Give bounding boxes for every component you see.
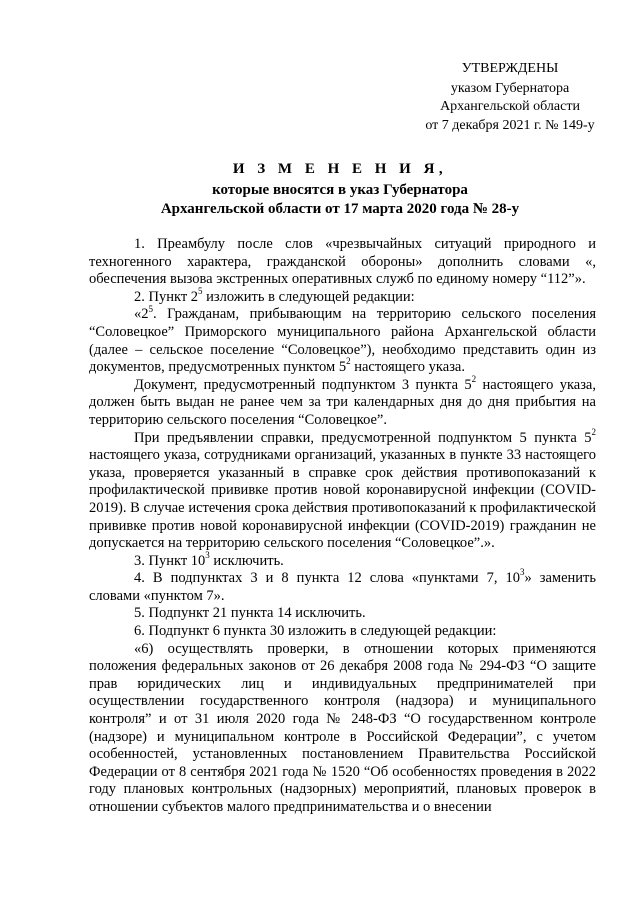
paragraph-text: Документ, предусмотренный подпунктом 3 пункта 5 bbox=[134, 376, 472, 393]
paragraph-text: 6. Подпункт 6 пункта 30 изложить в следующей редакции: bbox=[134, 623, 497, 640]
paragraph-text: 2. Пункт 2 bbox=[134, 288, 199, 305]
document-body bbox=[89, 236, 596, 817]
paragraph-certificate-check bbox=[89, 426, 596, 553]
paragraph-subitem-6 bbox=[89, 641, 596, 817]
paragraph-text: изложить в следующей редакции: bbox=[202, 288, 415, 305]
approval-title: УТВЕРЖДЕНЫ bbox=[461, 61, 559, 76]
paragraph-text: . Гражданам, прибывающим на территорию сельского поселения “Соловецкое” Приморского муниципального района Архангельской области (далее – сельское поселение “Соловецкое”), необходимо представить один из документов, предусмотренных пунктом 5 bbox=[89, 306, 596, 376]
paragraph-item-6 bbox=[89, 623, 596, 641]
paragraph-text: настоящего указа. bbox=[350, 359, 465, 376]
paragraph-item-4 bbox=[89, 567, 596, 605]
paragraph-quote-2-5 bbox=[89, 303, 596, 376]
approval-line-2: указом Губернатора bbox=[450, 80, 570, 96]
paragraph-text: 3. Пункт 10 bbox=[134, 552, 206, 569]
paragraph-text: «6) осуществлять проверки, в отношении которых применяются положения федеральных законов от 26 декабря 2008 года № 294-ФЗ “О защите прав юридических лиц и индивидуальных предпринимателей при осуществлении государственного контроля (надзора) и муниципального контроля” и от 31 июля 2020 года № 248-ФЗ “О государственном контроле (надзоре) и муниципальном контроле в Российской Федерации”, с учетом особенностей, установленных постановлением Правительства Российской Федерации от 8 сентября 2021 года № 1520 “Об особенностях проведения в 2022 году плановых контрольных (надзорных) мероприятий, плановых проверок в отношении субъектов малого предпринимательства и о внесении bbox=[89, 640, 596, 815]
superscript: 3 bbox=[205, 549, 210, 560]
superscript: 2 bbox=[471, 373, 477, 384]
approval-stamp bbox=[400, 60, 620, 135]
paragraph-text: настоящего указа, сотрудниками организаций, указанных в пункте 33 настоящего указа, проверяется указанный в справке срок действия противопоказаний к профилактической прививке против новой коронавирусной инфекции (COVID-2019). В случае истечения срока действия противопоказаний к профилактической прививке против новой коронавирусной инфекции (COVID-2019) гражданин не допускается на территорию сельского поселения “Соловецкое”.». bbox=[89, 447, 596, 552]
title-subtitle-1: которые вносятся в указ Губернатора bbox=[212, 182, 468, 198]
superscript: 5 bbox=[198, 285, 203, 296]
document-title bbox=[90, 160, 590, 219]
superscript: 2 bbox=[591, 426, 596, 437]
title-subtitle-2: Архангельской области от 17 марта 2020 года № 28-у bbox=[160, 201, 520, 217]
paragraph-text: » заменить словами «пунктом 7». bbox=[89, 570, 596, 604]
paragraph-item-2 bbox=[89, 285, 596, 307]
approval-line-3: Архангельской области bbox=[440, 99, 580, 114]
paragraph-text: 5. Подпункт 21 пункта 14 исключить. bbox=[134, 605, 366, 622]
superscript: 5 bbox=[148, 303, 153, 314]
approval-line-4: от 7 декабря 2021 г. № 149-у bbox=[425, 117, 595, 133]
paragraph-item-1 bbox=[89, 236, 596, 289]
paragraph-text: При предъявлении справки, предусмотренной подпунктом 5 пункта 5 bbox=[134, 429, 592, 446]
superscript: 2 bbox=[346, 356, 351, 367]
paragraph-item-5 bbox=[89, 605, 596, 623]
paragraph-text: «2 bbox=[134, 306, 149, 323]
paragraph-text: исключить. bbox=[209, 552, 284, 569]
paragraph-document-validity bbox=[89, 373, 596, 430]
paragraph-text: 1. Преамбулу после слов «чрезвычайных ситуаций природного и техногенного характера, гражданской обороны» дополнить словами «, обеспечения вызова экстренных оперативных служб по единому номеру “112”». bbox=[89, 236, 596, 288]
superscript: 3 bbox=[519, 567, 525, 578]
paragraph-text: 4. В подпунктах 3 и 8 пункта 12 слова «пунктами 7, 10 bbox=[134, 570, 520, 587]
title-heading: И З М Е Н Е Н И Я, bbox=[232, 161, 448, 177]
paragraph-text: настоящего указа, должен быть выдан не ранее чем за три календарных дня до дня прибытия на территорию сельского поселения “Соловецкое”. bbox=[89, 376, 596, 428]
